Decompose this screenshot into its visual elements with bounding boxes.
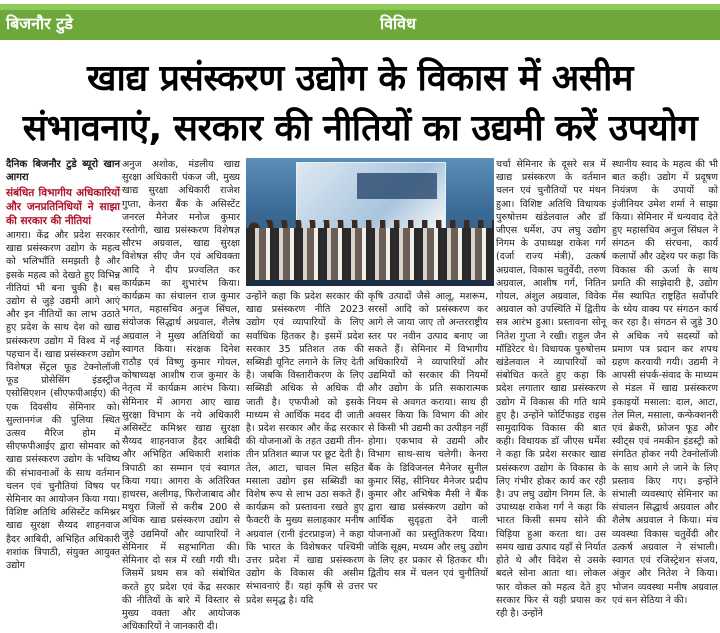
article-column-3	[246, 290, 364, 606]
article-column-5	[496, 158, 606, 619]
article-column-1	[6, 158, 120, 574]
headline	[0, 56, 720, 152]
banner-bar	[0, 4, 720, 40]
article-column-2	[122, 158, 241, 633]
article-column-6	[612, 158, 718, 606]
column-text: स्थानीय स्वाद के महत्व की भी बात कही। उद्योग में प्रदूषण नियंत्रण के उपायों को इंजीनियर उमेश शर्मा ने साझा किया। सेमिनार में धन्यवाद देते हुए महासचिव अनुज सिंघल ने संगठन की संरचना, कार्य कलापों और उद्देश्य पर कहा कि विकास की ऊर्जा के साथ प्रगति की साझेदारी है, उद्योग मेंस स्थापित राष्ट्रहित सर्वोपरि के ध्येय वाक्य पर संगठन कार्य कर रहा है। संगठन से जुड़े 30 से अधिक नये सदस्यों को प्रमाण पत्र प्रदान कर शपथ ग्रहण करवायी गयी। उद्यमी ने आपसी संपर्क-संवाद के माध्यम से मंडल में खाद्य प्रसंस्करण इकाइयों मसाला: दाल, आटा, तेल मिल, मसाला, कन्फेक्शनरी एवं ब्रेकरी, फ्रोजन फूड और स्वीट्स एवं नमकीन इंडस्ट्री को संगठित होकर नयी टेक्नोलॉजी के साथ आगे ले जाने के लिए प्रस्ताव किए गए। इन्होंने संभाली व्यवस्थाएं सेमिनार का संचालन सिद्धार्थ अग्रवाल और शैलेष अग्रवाल ने किया। मंच व्यवस्था विकास चतुर्वेदी और उत्कर्ष अग्रवाल ने संभाली। स्वागत एवं रजिस्ट्रेशन संजय, अंकुर और नितेश ने किया। भोजन व्यवस्था मनीष अग्रवाल एवं सन सेठिया ने की।	[612, 159, 718, 606]
column-text: कृषि उत्पादों जैसे आलू, मशरूम, सरसों आदि को प्रसंस्करण कर आगे ले जाया जाए तो अन्तरराष्ट्रीय स्तर पर नवीन उत्पाद बनाए जा सकते हैं। सेमिनार में विभागीय अधिकारियों ने व्यापारियों और उद्यमियों को सरकार की नियमों और उद्योग के प्रति सकारात्मक नियम से अवगत कराया। साथ ही अवसर किया कि विभाग की ओर से किसी भी उद्यमी का उत्पीड़न नहीं होगा। एकभाव से उद्यमी और विभाग साथ-साथ चलेगी। केनरा बैंक के डिविजनल मैनेजर सुनील कुमार सिंह, सीनियर मैनेजर प्रदीप कुमार और अभिषेक मैसी ने बैंक द्वारा खाद्य प्रसंस्करण उद्योग को आर्थिक सुदृढ़ता देने वाली योजनाओं का प्रस्तुतिकरण दिया। जोकि सूक्ष्म, मध्यम और लघु उद्योग के लिए हर प्रकार से हितकर थी। द्वितीय सत्र में चलन एवं चुनौतियों पर	[368, 291, 488, 593]
group-of-people	[246, 228, 494, 286]
floor	[246, 280, 494, 286]
column-text: आगरा। केंद्र और प्रदेश सरकार खाद्य प्रसंस्करण उद्योग के महत्व को भलिभाँति समझती है और इसके महत्व को देखते हुए विभिन्न नीतियां भी बना चुकी है। बस उद्योग से जुड़े उद्यमी आगे आएं और इन नीतियों का लाभ उठाते हुए प्रदेश के साथ देश को खाद्य प्रसंस्करण उद्योग में विश्व में नई पहचान दें। खाद्य प्रसंस्करण उद्योग विशेषज्ञ सेंट्रल फूड टेक्नोलॉजी फूड प्रोसेसिंग इंडस्ट्रीज एसोसिएशन (सीएफपीआईए) की एक दिवसीय सेमिनार को। सुल्तानगंज की पुलिया स्थित उत्सव मैरिज होम में सीएफपीआईए द्वारा सोमवार को खाद्य प्रसंस्करण उद्योग के भविष्य की संभावनाओं के साथ वर्तमान चलन एवं चुनौतियां विषय पर सेमिनार का आयोजन किया गया। विशिष्ट अतिथि असिस्टेंट कमिश्नर खाद्य सुरक्षा सैय्यद शाहनवाज हैदर आबिदी, अभिहित अधिकारी शशांक त्रिपाठी, संयुक्त आयुक्त उद्योग	[6, 230, 120, 572]
article-column-4	[368, 290, 488, 593]
column-text: अनुज अशोक, मंडलीय खाद्य सुरक्षा अधिकारी पंकज जी, मुख्य खाद्य सुरक्षा अधिकारी राजेश गुप्ता, केनरा बैंक के असिस्टेंट जनरल मैनेजर मनोज कुमार रस्तोगी, खाद्य प्रसंस्करण विशेषज्ञ सौरभ अग्रवाल, खाद्य सुरक्षा विशेषज्ञ सीए जैन एवं अधिवक्ता आदि ने दीप प्रज्वलित कर कार्यक्रम का शुभारंभ किया। कार्यक्रम का संचालन राज कुमार भगत, महासचिव अनुज सिंघल, संयोजक सिद्धार्थ अग्रवाल, शैलेष अग्रवाल ने मुख्य अतिथियों का स्वागत किया। संरक्षक दिनेश राठौड़ एवं विष्णु कुमार गोयल, कोषाध्यक्ष आशीष राज कुमार के नेतृत्व में कार्यक्रम आरंभ किया। सेमिनार में आगरा आए खाद्य सुरक्षा विभाग के नये अधिकारी असिस्टेंट कमिश्नर खाद्य सुरक्षा सैय्यद शाहनवाज हैदर आबिदी और अभिहित अधिकारी शशांक त्रिपाठी का सम्मान एवं स्वागत किया गया। आगरा के अतिरिक्त हाथरस, अलीगढ़, फिरोजाबाद और मथुरा जिलों से करीब 200 से अधिक खाद्य प्रसंस्करण उद्योग से जुड़े उद्यमियों और व्यापारियों ने सेमिनार में सहभागिता की। सेमिनार दो सत्र में रखी गयी थी। जिसमें प्रथम सत्र को संबोधित करते हुए प्रदेश एवं केंद्र सरकार की नीतियों के बारे में विस्तार से मुख्य वक्ता और आयोजक अधिकारियों ने जानकारी दी।	[122, 159, 241, 633]
byline: दैनिक बिजनौर टुडे ब्यूरो खान आगरा	[6, 159, 120, 183]
seminar-photo	[246, 158, 494, 286]
column-text: चर्चा सेमिनार के दूसरे सत्र में खाद्य प्रसंस्करण के वर्तमान चलन एवं चुनौतियों पर मंथन हुआ। विशिष्ट अतिथि विधायक पुरुषोत्तम खंडेलवाल और डॉ जीएस धर्मेश, उप लघु उद्योग निगम के उपाध्यक्ष राकेश गर्ग (दर्जा राज्य मंत्री), उत्कर्ष अग्रवाल, विकास चतुर्वेदी, तरुण अग्रवाल, आशीष गर्ग, नितिन गोयल, अंशुल अग्रवाल, विवेक अग्रवाल को उपस्थिति में द्वितीय सत्र आरंभ हुआ। प्रस्तावना सोनू नितेश गुप्ता ने रखी। राहुल जैन मॉडिरेटर थे। विधायक पुरुषोत्तम खंडेलवाल ने व्यापारियों को संबोधित करते हुए कहा कि प्रदेश लगातार खाद्य प्रसंस्करण उद्योग में विकास की गति थामे हुए है। उन्होंने फोर्टिफाइड राइस सामुदायिक विकास की बात कही। विधायक डॉ जीएस धर्मेश ने कहा कि प्रदेश सरकार खाद्य प्रसंस्करण उद्योग के विकास के लिए गंभीर होकर कार्य कर रही है। उप लघु उद्योग निगम लि. के उपाध्यक्ष राकेश गर्ग ने कहा कि भारत किसी समय सोने की चिड़िया हुआ करता था। उस समय खाद्य उत्पाद यहाँ से निर्यात होते थे और विदेश से उसके बदले सोना आता था। लोकल फार वोकल को महत्व देते हुए सरकार फिर से यही प्रयास कर रही है। उन्होंने	[496, 159, 606, 619]
kicker: संबंधित विभागीय अधिकारियों और जनप्रतिनिधियों ने साझा की सरकार की नीतियां	[6, 187, 120, 227]
headline-line-1: खाद्य प्रसंस्करण उद्योग के विकास में असीम	[87, 58, 633, 99]
top-banner	[0, 0, 720, 40]
newspaper-brand: बिजनौर टुडे	[6, 14, 73, 33]
headline-line-2: संभावनाएं, सरकार की नीतियों का उद्यमी करें उपयोग	[22, 108, 698, 149]
section-label: विविध	[380, 14, 416, 33]
column-text: उन्होंने कहा कि प्रदेश सरकार की खाद्य प्रसंस्करण नीति 2023 उद्योग एवं व्यापारियों के लिए सर्वाधिक हितकर है। इसमें प्रदेश सरकार 35 प्रतिशत तक की सब्सिडी यूनिट लगाने के लिए देती है। जबकि विस्तारीकरण के लिए सब्सिडी अधिक से अधिक दी जाती है। एफपीओ को इसके माध्यम से आर्थिक मदद दी जाती है। प्रदेश सरकार और केंद्र सरकार की योजनाओं के तहत उद्यमी तीन-तीन प्रतिशत ब्याज पर छूट देती है। तेल, आटा, चावल मिल सहित मसाला उद्योग इस सब्सिडी का विशेष रूप से लाभ उठा सकते हैं। कार्यक्रम को प्रस्तावना रखते हुए फैक्टरी के मुख्य सलाहकार मनीष अग्रवाल (रानी इंटरप्राइज) ने कहा कि भारत के विशेषकर पश्चिमी उत्तर प्रदेश में खाद्य प्रसंस्करण उद्योग के विकास की असीम संभावनाएं हैं। यहां कृषि से उत्तर प्रदेश समृद्ध है। यदि	[246, 291, 364, 606]
